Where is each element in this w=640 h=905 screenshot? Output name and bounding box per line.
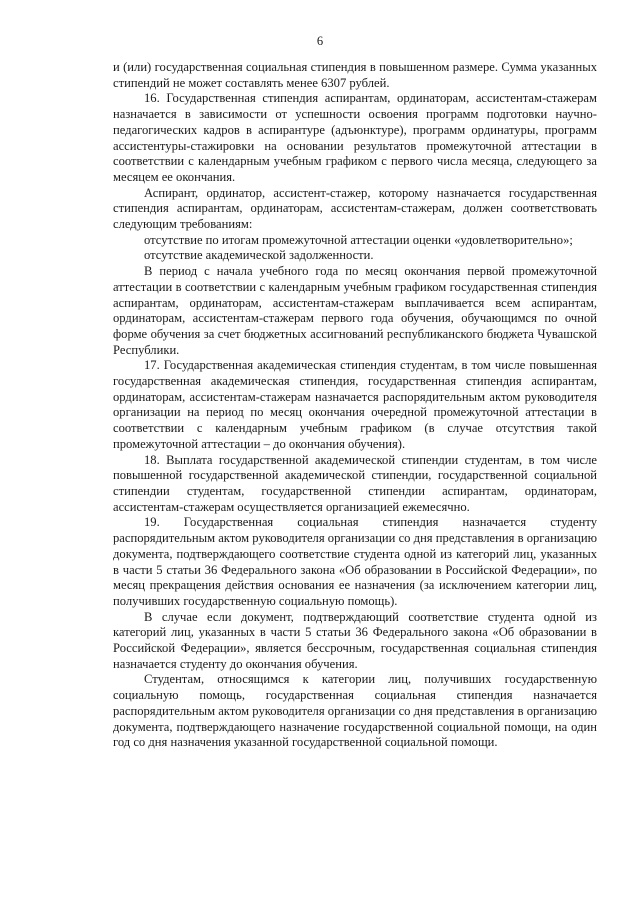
paragraph-item-16: 16. Государственная стипендия аспирантам, ординаторам, ассистентам-стажерам назначается в зависимости от успешности освоения программ подготовки научно-педагогических кадров в аспирантуре (адъюнктуре), программ ординатуры, программ ассистентуры-стажировки на основании результатов промежуточной аттестации в соответствии с календарным учебным графиком с первого числа месяца, следующего за месяцем ее окончания.	[113, 91, 597, 184]
page-number: 6	[316, 34, 324, 48]
document-body	[113, 60, 597, 751]
paragraph-requirement-no-satisfactory: отсутствие по итогам промежуточной аттестации оценки «удовлетворительно»;	[144, 232, 573, 247]
paragraph-first-year-payment: В период с начала учебного года по месяц окончания первой промежуточной аттестации в соответствии с календарным учебным графиком государственная стипендия аспирантам, ординаторам, ассистентам-стажерам выплачивается всем аспирантам, ординаторам, ассистентам-стажерам первого года обучения, обучающимся по очной форме обучения за счет бюджетных ассигнований республиканского бюджета Чувашской Республики.	[113, 264, 597, 357]
paragraph-item-17: 17. Государственная академическая стипендия студентам, в том числе повышенная государственная академическая стипендия, государственная стипендия аспирантам, ординаторам, ассистентам-стажерам назначается распорядительным актом руководителя организации на период по месяц окончания очередной промежуточной аттестации в соответствии с календарным учебным графиком (в случае отсутствия такой промежуточной аттестации – до окончания обучения).	[113, 358, 597, 451]
paragraph-item-19: 19. Государственная социальная стипендия назначается студенту распорядительным актом руководителя организации со дня представления в организацию документа, подтверждающего соответствие студента одной из категорий лиц, указанных в части 5 статьи 36 Федерального закона «Об образовании в Российской Федерации», по месяц прекращения действия основания ее назначения (за исключением категории лиц, получивших государственную социальную помощь).	[113, 515, 597, 608]
paragraph-indefinite-document: В случае если документ, подтверждающий соответствие студента одной из категорий лиц, указанных в части 5 статьи 36 Федерального закона «Об образовании в Российской Федерации», является бессрочным, государственная социальная стипендия назначается студенту до окончания обучения.	[113, 609, 597, 671]
paragraph-continuation: и (или) государственная социальная стипендия в повышенном размере. Сумма указанных стипендий не может составлять менее 6307 рублей.	[113, 60, 597, 90]
paragraph-requirements-intro: Аспирант, ординатор, ассистент-стажер, которому назначается государственная стипендия аспирантам, ординаторам, ассистентам-стажерам, должен соответствовать следующим требованиям:	[113, 185, 597, 232]
paragraph-requirement-no-debt: отсутствие академической задолженности.	[144, 248, 374, 263]
paragraph-item-18: 18. Выплата государственной академической стипендии студентам, в том числе повышенной государственной академической стипендии, государственной социальной стипендии студентам, государственной стипендии аспирантам, ординаторам, ассистентам-стажерам осуществляется организацией ежемесячно.	[113, 452, 597, 514]
paragraph-social-assistance: Студентам, относящимся к категории лиц, получивших государственную социальную помощь, государственная социальная стипендия назначается распорядительным актом руководителя организации со дня представления в организацию документа, подтверждающего назначение государственной социальной помощи, на один год со дня назначения указанной государственной социальной помощи.	[113, 672, 597, 750]
